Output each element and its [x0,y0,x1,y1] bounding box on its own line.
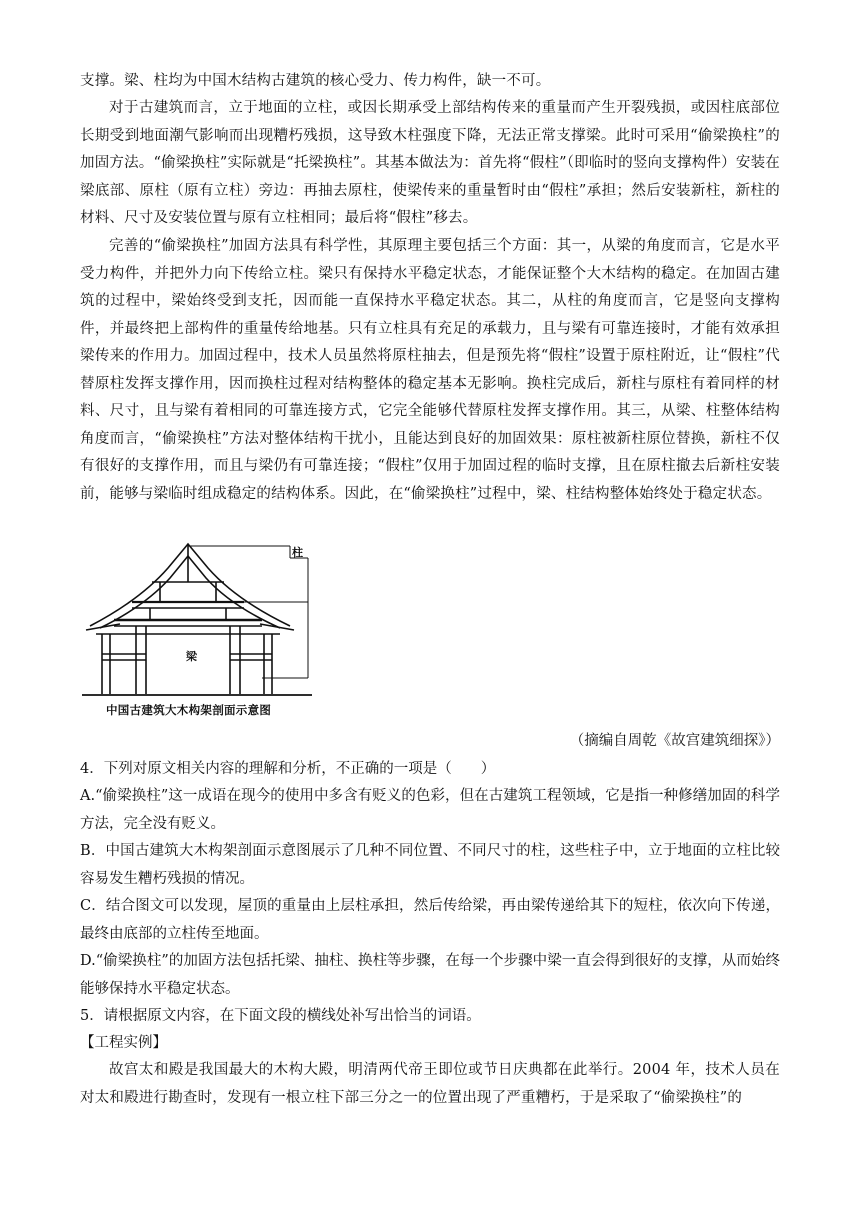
timber-frame-figure [80,538,315,724]
source-citation: （摘编自周乾《故宫建筑细探》） [569,733,780,749]
option-c: C．结合图文可以发现，屋顶的重量由上层柱承担，然后传给梁，再由梁传递给其下的短柱，依次向下传递，最终由底部的立柱传至地面。 [80,898,780,942]
example-heading: 【工程实例】 [80,1035,167,1051]
option-d: D.“偷梁换柱”的加固方法包括托梁、抽柱、换柱等步骤，在每一个步骤中梁一直会得到很好的支撑，从而始终能够保持水平稳定状态。 [80,953,780,997]
option-b: B．中国古建筑大木构架剖面示意图展示了几种不同位置、不同尺寸的柱，这些柱子中，立于地面的立柱比较容易发生糟朽残损的情况。 [80,843,780,887]
paragraph-1: 对于古建筑而言，立于地面的立柱，或因长期承受上部结构传来的重量而产生开裂残损，或因柱底部位长期受到地面潮气影响而出现糟朽残损，这导致木柱强度下降，无法正常支撑梁。此时可采用“偷梁换柱”的加固方法。“偷梁换柱”实际就是“托梁换柱”。其基本做法为：首先将“假柱”（即临时的竖向支撑构件）安装在梁底部、原柱（原有立柱）旁边：再抽去原柱，使梁传来的重量暂时由“假柱”承担；然后安装新柱，新柱的材料、尺寸及安装位置与原有立柱相同；最后将“假柱”移去。 [80,100,780,226]
paragraph-0: 支撑。梁、柱均为中国木结构古建筑的核心受力、传力构件，缺一不可。 [80,73,551,89]
figure-label-beam: 梁 [186,650,197,663]
option-a: A.“偷梁换柱”这一成语在现今的使用中多含有贬义的色彩，但在古建筑工程领域，它是指一种修缮加固的科学方法，完全没有贬义。 [80,788,780,832]
figure-label-column: 柱 [292,546,303,559]
paragraph-2: 完善的“偷梁换柱”加固方法具有科学性，其原理主要包括三个方面：其一，从梁的角度而言，它是水平受力构件，并把外力向下传给立柱。梁只有保持水平稳定状态，才能保证整个大木结构的稳定。在加固古建筑的过程中，梁始终受到支托，因而能一直保持水平稳定状态。其二，从柱的角度而言，它是竖向支撑构件，并最终把上部构件的重量传给地基。只有立柱具有充足的承载力，且与梁有可靠连接时，才能有效承担梁传来的作用力。加固过程中，技术人员虽然将原柱抽去，但是预先将“假柱”设置于原柱附近，让“假柱”代替原柱发挥支撑作用，因而换柱过程对结构整体的稳定基本无影响。换柱完成后，新柱与原柱有着同样的材料、尺寸，且与梁有着相同的可靠连接方式，它完全能够代替原柱发挥支撑作用。其三，从梁、柱整体结构角度而言，“偷梁换柱”方法对整体结构干扰小，且能达到良好的加固效果：原柱被新柱原位替换，新柱不仅有很好的支撑作用，而且与梁仍有可靠连接；“假柱”仅用于加固过程的临时支撑，且在原柱撤去后新柱安装前，能够与梁临时组成稳定的结构体系。因此，在“偷梁换柱”过程中，梁、柱结构整体始终处于稳定状态。 [80,238,780,502]
timber-frame-diagram [80,538,315,698]
figure-caption: 中国古建筑大木构架剖面示意图 [106,703,272,717]
example-text: 故宫太和殿是我国最大的木构大殿，明清两代帝王即位或节日庆典都在此举行。2004 年，技术人员在对太和殿进行勘查时，发现有一根立柱下部三分之一的位置出现了严重糟朽，于是采取了“偷梁换柱”的 [80,1062,780,1106]
question-4: 4．下列对原文相关内容的理解和分析，不正确的一项是（ ） [80,761,496,777]
question-5: 5．请根据原文内容，在下面文段的横线处补写出恰当的词语。 [80,1008,481,1024]
